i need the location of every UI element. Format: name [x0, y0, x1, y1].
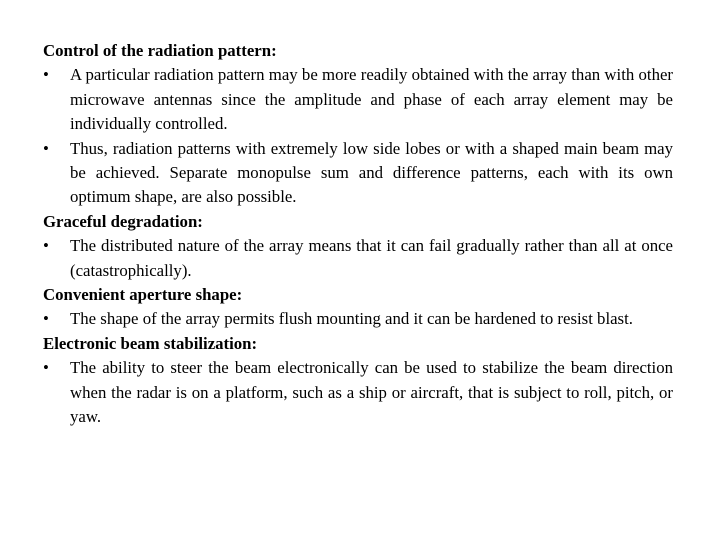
bullet-text: A particular radiation pattern may be more readily obtained with the array than with other microwave antennas since the amplitude and phase of each array element may be individually controlled.	[70, 65, 673, 134]
section-beam-stabilization	[43, 332, 673, 430]
bullet-icon: •	[43, 358, 49, 378]
bullet-item	[43, 137, 673, 210]
section-radiation-pattern	[43, 39, 673, 210]
bullet-icon: •	[43, 236, 49, 256]
bullet-text: Thus, radiation patterns with extremely low side lobes or with a shaped main beam may be achieved. Separate monopulse sum and difference patterns, each with its own optimum shape, are also possible.	[70, 138, 673, 207]
bullet-text: The distributed nature of the array means that it can fail gradually rather than all at once (catastrophically).	[70, 236, 673, 280]
section-graceful-degradation	[43, 210, 673, 283]
section-heading: Electronic beam stabilization:	[43, 333, 258, 353]
bullet-icon: •	[43, 309, 49, 329]
section-heading: Convenient aperture shape:	[43, 285, 243, 305]
bullet-item	[43, 356, 673, 429]
bullet-text: The ability to steer the beam electronically can be used to stabilize the beam direction when the radar is on a platform, such as a ship or aircraft, that is subject to roll, pitch, or yaw.	[70, 358, 673, 427]
bullet-text: The shape of the array permits flush mounting and it can be hardened to resist blast.	[70, 309, 633, 329]
section-heading: Graceful degradation:	[43, 211, 203, 231]
section-aperture-shape	[43, 283, 673, 332]
slide-content	[43, 39, 673, 430]
bullet-item	[43, 307, 673, 331]
bullet-item	[43, 234, 673, 283]
bullet-icon: •	[43, 138, 49, 158]
bullet-item	[43, 63, 673, 136]
bullet-icon: •	[43, 65, 49, 85]
section-heading: Control of the radiation pattern:	[43, 41, 277, 60]
